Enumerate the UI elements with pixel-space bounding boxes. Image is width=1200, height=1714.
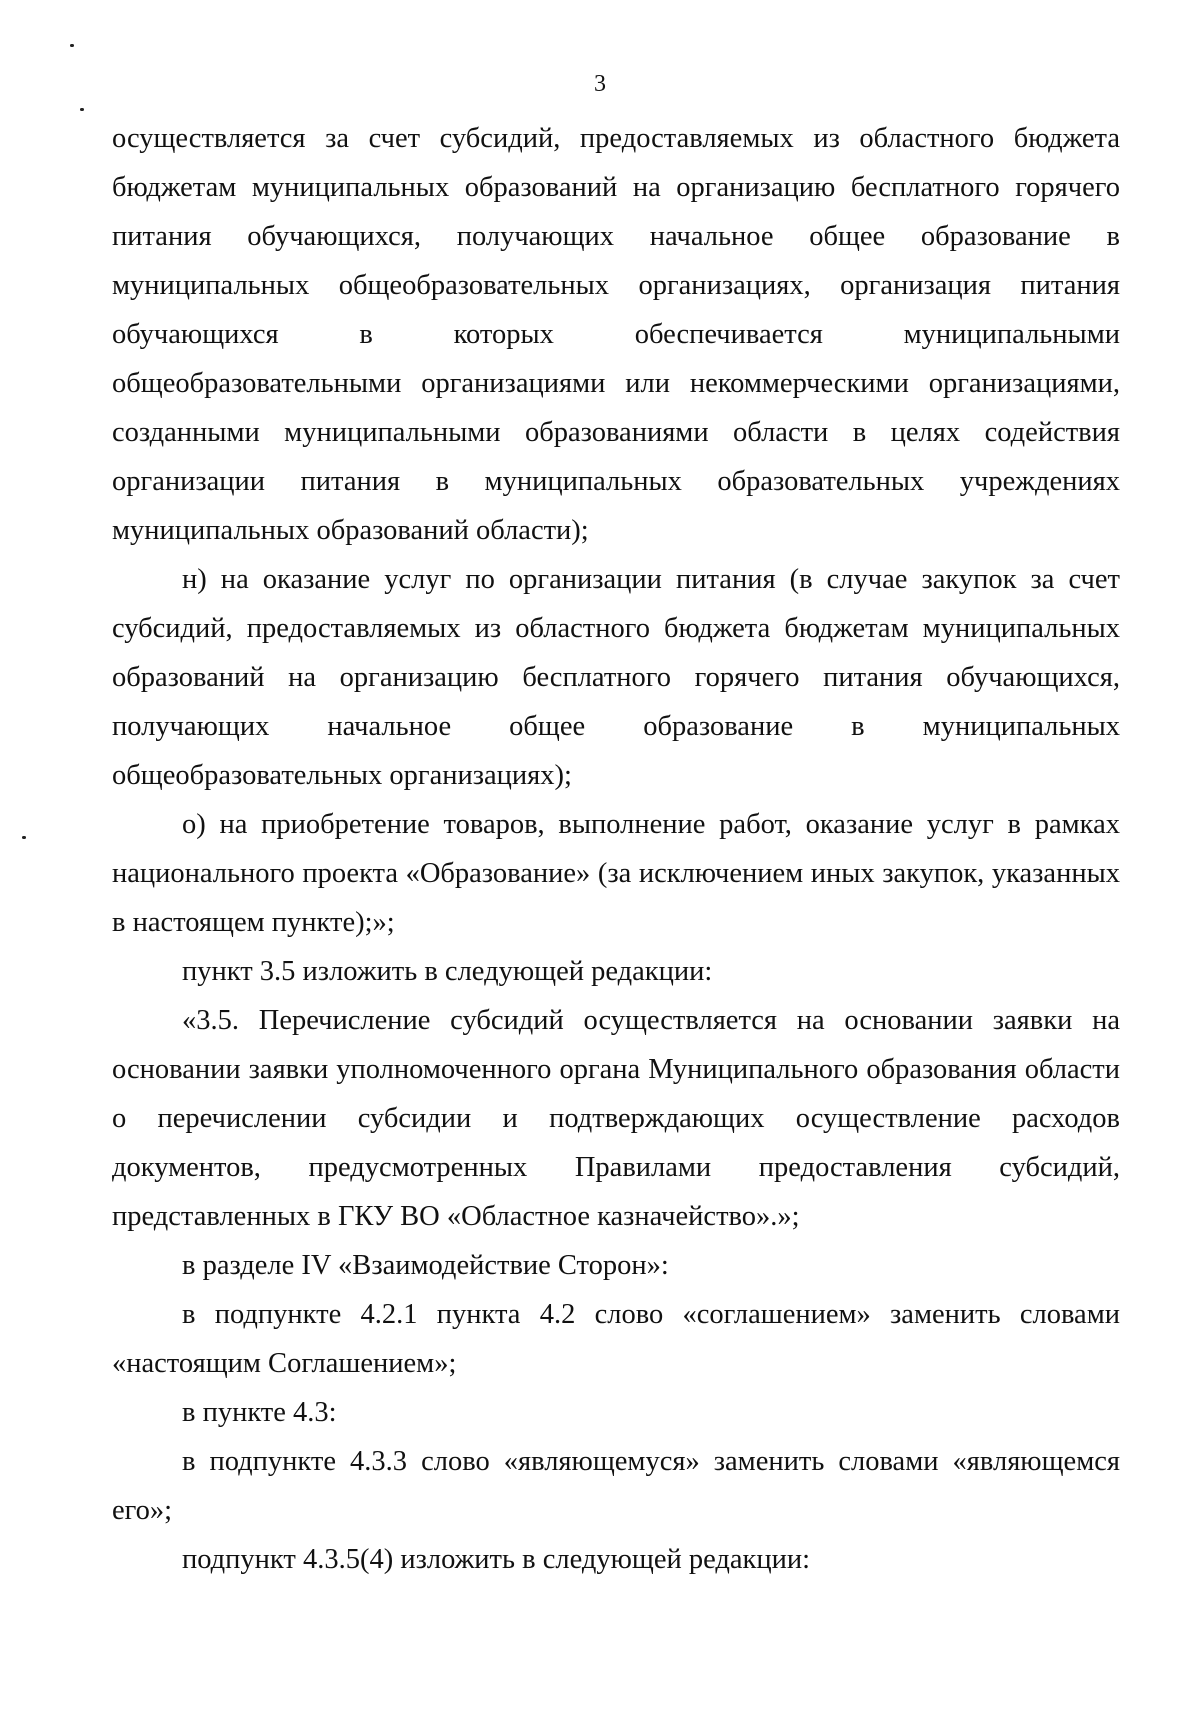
paragraph-item-o: о) на приобретение товаров, выполнение работ, оказание услуг в рамках национального проекта «Образование» (за исключением иных закупок, указанных в настоящем пункте);»; (112, 809, 1120, 938)
paragraph-clause-4-3: в пункте 4.3: (182, 1397, 337, 1428)
paragraph-subclause-4-3-5: подпункт 4.3.5(4) изложить в следующей редакции: (182, 1544, 811, 1575)
paragraph-section-iv: в разделе IV «Взаимодействие Сторон»: (182, 1250, 669, 1281)
scan-speck (22, 836, 26, 839)
paragraph: осуществляется за счет субсидий, предоставляемых из областного бюджета бюджетам муниципальных образований на организацию бесплатного горячего питания обучающихся, получающих начальное общее образование в муниципальных общеобразовательных организациях, организация питания обучающихся в которых обеспечивается муниципальными общеобразовательными организациями или некоммерческими организациями, созданными муниципальными образованиями области в целях содействия организации питания в муниципальных образовательных учреждениях муниципальных образований области); (112, 123, 1120, 546)
page-number: 3 (594, 71, 606, 97)
paragraph-clause-3-5: «3.5. Перечисление субсидий осуществляется на основании заявки на основании заявки уполномоченного органа Муниципального образования области о перечислении субсидии и подтверждающих осуществление расходов документов, предусмотренных Правилами предоставления субсидий, представленных в ГКУ ВО «Областное казначейство».»; (112, 1005, 1120, 1232)
paragraph-subclause-4-3-3: в подпункте 4.3.3 слово «являющемуся» заменить словами «являющемся его»; (112, 1446, 1120, 1526)
paragraph-subclause-4-2-1: в подпункте 4.2.1 пункта 4.2 слово «соглашением» заменить словами «настоящим Соглашением»; (112, 1299, 1120, 1379)
scan-speck (70, 44, 74, 47)
document-body (112, 114, 1120, 1584)
paragraph-item-n: н) на оказание услуг по организации питания (в случае закупок за счет субсидий, предоставляемых из областного бюджета бюджетам муниципальных образований на организацию бесплатного горячего питания обучающихся, получающих начальное общее образование в муниципальных общеобразовательных организациях); (112, 564, 1120, 791)
paragraph-instruction: пункт 3.5 изложить в следующей редакции: (182, 956, 713, 987)
scan-speck (80, 108, 84, 111)
